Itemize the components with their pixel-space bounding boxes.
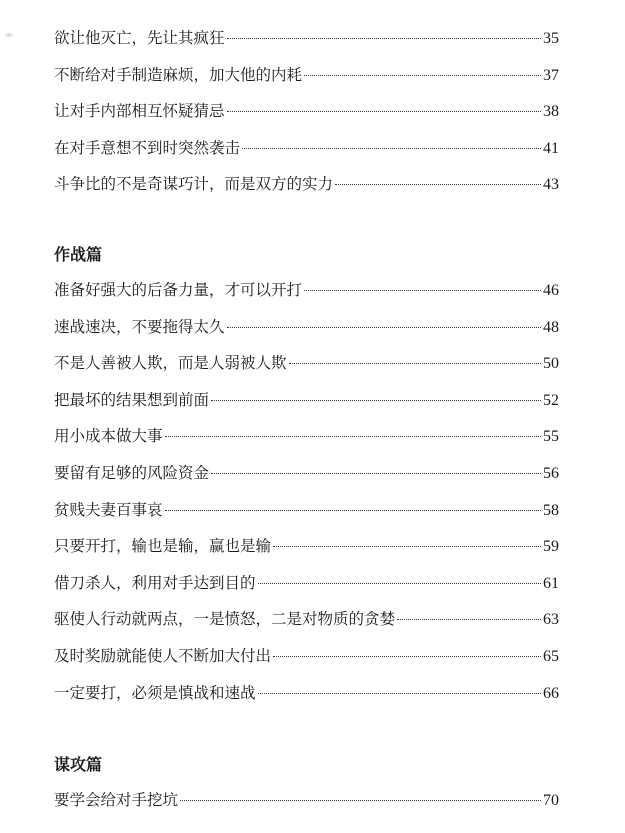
toc-entry[interactable] xyxy=(54,675,559,712)
toc-entry-title: 及时奖励就能使人不断加大付出 xyxy=(54,646,272,665)
toc-entry-page: 35 xyxy=(543,30,559,47)
toc-entry[interactable] xyxy=(54,166,559,203)
toc-entry-title: 速战速决，不要拖得太久 xyxy=(54,317,225,336)
toc-entry-page: 65 xyxy=(543,647,559,665)
toc-entry-page: 41 xyxy=(543,139,559,157)
toc-entry[interactable] xyxy=(54,130,559,167)
toc-entry[interactable] xyxy=(54,782,559,819)
toc-entry-title: 准备好强大的后备力量，才可以开打 xyxy=(54,281,303,299)
toc-entry[interactable] xyxy=(54,20,559,57)
toc-entry-page: 38 xyxy=(543,103,559,121)
toc-entry-title: 贫贱夫妻百事哀 xyxy=(54,500,163,519)
dot-leader xyxy=(273,656,541,657)
toc-entry[interactable] xyxy=(54,382,559,419)
dot-leader xyxy=(273,546,541,547)
toc-entry-title: 欲让他灭亡，先让其疯狂 xyxy=(54,29,225,47)
toc-entry-title: 把最坏的结果想到前面 xyxy=(54,390,210,409)
toc-entry-page: 46 xyxy=(543,282,559,299)
toc-entry-title: 要留有足够的风险资金 xyxy=(54,463,210,482)
section-heading-zuozhan: 作战篇 xyxy=(54,245,103,264)
toc-entry-page: 48 xyxy=(543,318,559,336)
dot-leader xyxy=(304,75,541,76)
toc-entry[interactable] xyxy=(54,418,559,455)
toc-entry-page: 58 xyxy=(543,501,559,519)
toc-entry[interactable] xyxy=(54,93,559,130)
toc-entry[interactable] xyxy=(54,565,559,602)
toc-entry[interactable] xyxy=(54,492,559,529)
dot-leader xyxy=(258,583,541,584)
dot-leader xyxy=(180,800,541,801)
toc-entry-title: 不是人善被人欺，而是人弱被人欺 xyxy=(54,354,287,373)
toc-entry-page: 50 xyxy=(543,355,559,373)
toc-entry[interactable] xyxy=(54,57,559,94)
toc-group-mougong xyxy=(54,782,559,819)
dot-leader xyxy=(165,436,541,437)
toc-entry-page: 59 xyxy=(543,538,559,556)
dot-leader xyxy=(335,184,541,185)
toc-entry[interactable] xyxy=(54,528,559,565)
toc-entry[interactable] xyxy=(54,601,559,638)
toc-entry-page: 66 xyxy=(543,684,559,702)
toc-entry[interactable] xyxy=(54,345,559,382)
dot-leader xyxy=(397,619,541,620)
toc-entry-page: 70 xyxy=(543,792,559,809)
toc-entry-title: 用小成本做大事 xyxy=(54,427,163,446)
toc-entry-title: 不断给对手制造麻烦，加大他的内耗 xyxy=(54,65,303,84)
toc-entry-page: 52 xyxy=(543,391,559,409)
toc-entry-title: 让对手内部相互怀疑猜忌 xyxy=(54,102,225,121)
toc-entry-title: 要学会给对手挖坑 xyxy=(54,791,179,809)
toc-entry[interactable] xyxy=(54,638,559,675)
toc-entry-page: 63 xyxy=(543,611,559,629)
toc-entry-title: 只要开打，输也是输，赢也是输 xyxy=(54,537,272,556)
dot-leader xyxy=(211,473,541,474)
toc-entry-page: 43 xyxy=(543,176,559,194)
toc-group-continued xyxy=(54,20,559,203)
toc-entry-title: 一定要打，必须是慎战和速战 xyxy=(54,683,256,702)
toc-entry-page: 61 xyxy=(543,574,559,592)
dot-leader xyxy=(227,327,541,328)
dot-leader xyxy=(242,148,541,149)
toc-entry[interactable] xyxy=(54,455,559,492)
toc-entry-title: 斗争比的不是奇谋巧计，而是双方的实力 xyxy=(54,175,334,194)
dot-leader xyxy=(289,363,541,364)
toc-entry-title: 在对手意想不到时突然袭击 xyxy=(54,138,241,157)
toc-entry[interactable] xyxy=(54,309,559,346)
toc-group-zuozhan xyxy=(54,272,559,711)
scan-artifact xyxy=(4,32,14,38)
toc-entry-page: 55 xyxy=(543,428,559,446)
toc-entry[interactable] xyxy=(54,272,559,309)
dot-leader xyxy=(227,111,541,112)
dot-leader xyxy=(227,38,541,39)
toc-entry-page: 56 xyxy=(543,464,559,482)
dot-leader xyxy=(165,510,541,511)
dot-leader xyxy=(211,400,541,401)
toc-entry-page: 37 xyxy=(543,66,559,84)
dot-leader xyxy=(304,290,541,291)
toc-entry-title: 借刀杀人，利用对手达到目的 xyxy=(54,573,256,592)
toc-entry-title: 驱使人行动就两点，一是愤怒，二是对物质的贪婪 xyxy=(54,610,396,629)
section-heading-mougong: 谋攻篇 xyxy=(54,755,103,774)
dot-leader xyxy=(258,693,541,694)
